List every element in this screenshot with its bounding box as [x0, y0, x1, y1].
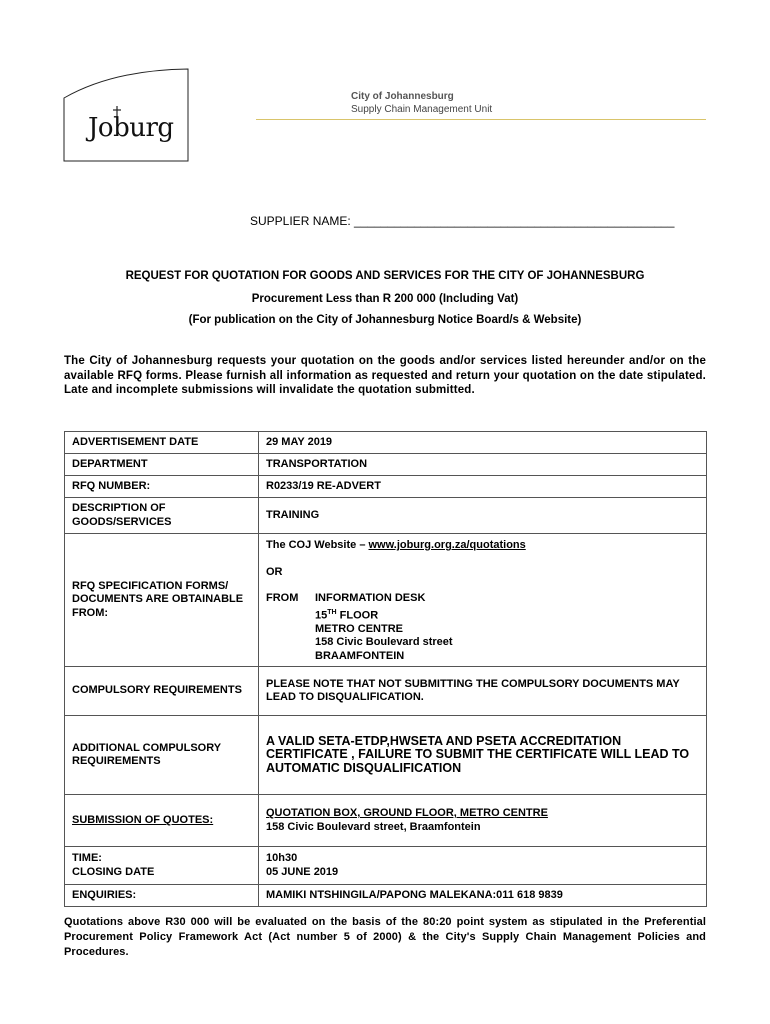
time-closing-label: [65, 847, 259, 885]
spec-website-prefix: The COJ Website –: [266, 539, 369, 551]
table-row: [65, 847, 707, 885]
table-row: [65, 432, 707, 454]
department-value: TRANSPORTATION: [259, 454, 707, 476]
table-row: [65, 795, 707, 847]
table-row: [65, 716, 707, 795]
time-closing-value: [259, 847, 707, 885]
org-unit: Supply Chain Management Unit: [351, 104, 493, 115]
rfq-number-value: R0233/19 RE-ADVERT: [259, 476, 707, 498]
supplier-name-label: SUPPLIER NAME:: [250, 214, 351, 228]
supplier-name-blank: ________________________________________________: [354, 214, 675, 228]
spec-floor-suffix: TH: [327, 608, 337, 616]
joburg-logo: [63, 68, 189, 162]
additional-value: A VALID SETA-ETDP,HWSETA AND PSETA ACCREDITATION CERTIFICATE , FAILURE TO SUBMIT THE CERTIFICATE WILL LEAD TO AUTOMATIC DISQUALIFICATION: [259, 716, 707, 795]
description-label: DESCRIPTION OF GOODS/SERVICES: [65, 498, 259, 534]
organisation-block: [351, 90, 492, 116]
spec-address-floor: [315, 606, 453, 623]
spec-from-label: FROM: [266, 592, 299, 604]
advert-date-value: 29 MAY 2019: [259, 432, 707, 454]
intro-paragraph: The City of Johannesburg requests your quotation on the goods and/or services listed hereunder and/or on the available RFQ forms. Please furnish all information as requested and return your quotation on the date stipulated. Late and incomplete submissions will invalidate the quotation submitted.: [64, 355, 706, 396]
document-title: REQUEST FOR QUOTATION FOR GOODS AND SERVICES FOR THE CITY OF JOHANNESBURG: [125, 270, 645, 282]
spec-or: OR: [266, 565, 283, 578]
submission-location: QUOTATION BOX, GROUND FLOOR, METRO CENTRE: [266, 807, 548, 820]
enquiries-value: MAMIKI NTSHINGILA/PAPONG MALEKANA:011 618 9839: [259, 885, 707, 907]
time-label: TIME:: [72, 852, 102, 865]
spec-floor-word: FLOOR: [336, 609, 379, 622]
spec-address-lines: [315, 592, 453, 663]
submission-label: SUBMISSION OF QUOTES:: [65, 795, 259, 847]
table-row: [65, 476, 707, 498]
advert-date-label: ADVERTISEMENT DATE: [65, 432, 259, 454]
table-row: [65, 667, 707, 716]
additional-label: ADDITIONAL COMPULSORY REQUIREMENTS: [65, 716, 259, 795]
spec-address-line: BRAAMFONTEIN: [315, 649, 405, 662]
table-row: [65, 534, 707, 667]
supplier-name-line: [250, 214, 674, 228]
closing-date-value: 05 JUNE 2019: [266, 865, 339, 878]
spec-address-line: METRO CENTRE: [315, 622, 403, 635]
submission-value: [259, 795, 707, 847]
compulsory-label: COMPULSORY REQUIREMENTS: [65, 667, 259, 716]
header-divider: [256, 119, 706, 120]
document-publication-note: (For publication on the City of Johannesburg Notice Board/s & Website): [188, 314, 582, 326]
rfq-number-label: RFQ NUMBER:: [65, 476, 259, 498]
spec-floor-number: 15: [315, 609, 328, 622]
spec-source-label: RFQ SPECIFICATION FORMS/ DOCUMENTS ARE OBTAINABLE FROM:: [65, 534, 259, 667]
closing-date-label: CLOSING DATE: [72, 865, 155, 878]
logo-text: Joburg: [88, 113, 174, 143]
spec-website-link[interactable]: www.joburg.org.za/quotations: [368, 539, 526, 551]
department-label: DEPARTMENT: [65, 454, 259, 476]
spec-source-value: [259, 534, 707, 667]
enquiries-label: ENQUIRIES:: [65, 885, 259, 907]
spec-address-line: 158 Civic Boulevard street: [315, 636, 453, 649]
rfq-details-table: [64, 431, 707, 907]
submission-address: 158 Civic Boulevard street, Braamfontein: [266, 820, 481, 833]
table-row: [65, 885, 707, 907]
time-value: 10h30: [266, 852, 298, 865]
spec-address: [266, 592, 699, 663]
document-subtitle: Procurement Less than R 200 000 (Including Vat): [251, 293, 519, 305]
spec-website-line: [266, 539, 699, 553]
evaluation-note: Quotations above R30 000 will be evaluated on the basis of the 80:20 point system as stipulated in the Preferential Procurement Policy Framework Act (Act number 5 of 2000) & the City's Supply Chain Management Policies and Procedures.: [64, 916, 706, 958]
table-row: [65, 454, 707, 476]
org-name: City of Johannesburg: [351, 91, 454, 102]
table-row: [65, 498, 707, 534]
compulsory-value: PLEASE NOTE THAT NOT SUBMITTING THE COMPULSORY DOCUMENTS MAY LEAD TO DISQUALIFICATION.: [259, 667, 707, 716]
spec-address-line: INFORMATION DESK: [315, 592, 426, 604]
description-value: TRAINING: [259, 498, 707, 534]
